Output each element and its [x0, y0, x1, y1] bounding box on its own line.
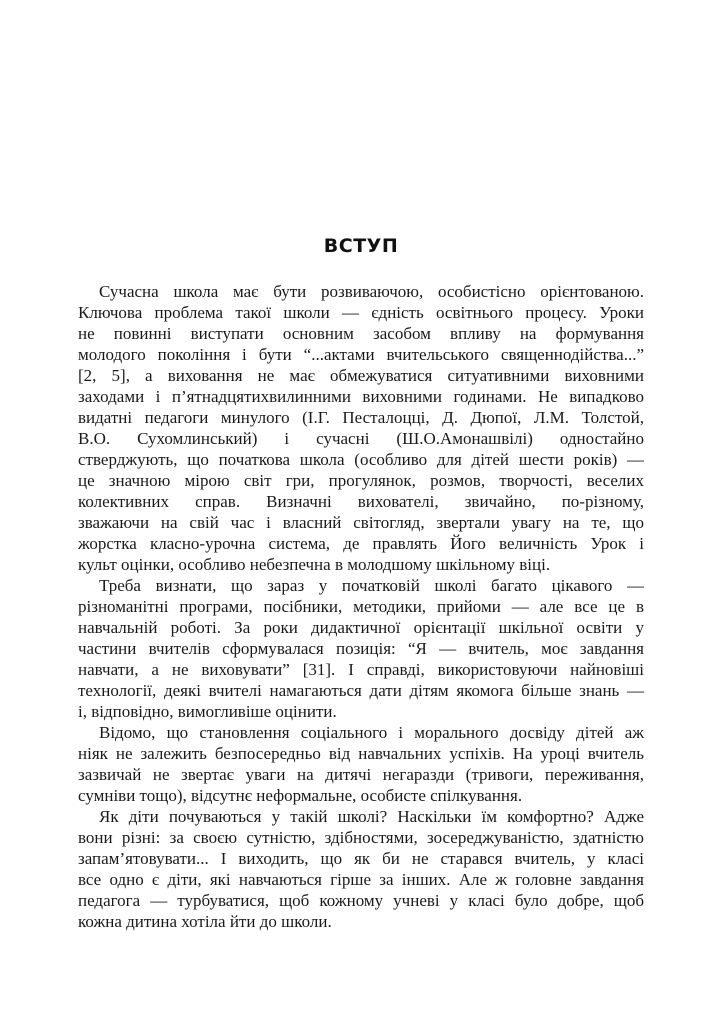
text-line: ніяк не залежить безпосередньо від навчальних успіхів. На уроці вчитель [78, 744, 644, 763]
text-line: Відомо, що становлення соціального і морального досвіду дітей аж [99, 723, 644, 742]
text-line: різноманітні програми, посібники, методики, прийоми — але все це в [78, 597, 644, 616]
text-line: технології, деякі вчителі намагаються дати дітям якомога більше знань — [78, 681, 644, 700]
text-line: Сучасна школа має бути розвиваючою, особистісно орієнтованою. [99, 282, 644, 301]
paragraph [78, 806, 644, 932]
text-line: Треба визнати, що зараз у початковій школі багато цікавого — [99, 576, 644, 595]
section-heading: ВСТУП [323, 235, 399, 257]
text-line: навчати, а не виховувати” [31]. І справді, використовуючи найновіші [78, 660, 644, 679]
text-line: колективних справ. Визначні вихователі, звичайно, по-різному, [78, 492, 644, 511]
text-line: Ключова проблема такої школи — єдність освітнього процесу. Уроки [78, 303, 644, 322]
text-line: навчальній роботі. За роки дидактичної орієнтації шкільної освіти у [78, 618, 644, 637]
text-line: заходами і п’ятнадцятихвилинними виховними годинами. Не випадково [78, 387, 644, 406]
text-line: кожна дитина хотіла йти до школи. [78, 912, 332, 931]
text-line: і, відповідно, вимогливіше оцінити. [78, 702, 337, 721]
text-line: зважаючи на свій час і власний світогляд, звертали увагу на те, що [78, 513, 644, 532]
text-line: В.О. Сухомлинський) і сучасні (Ш.О.Амонашвілі) одностайно [78, 429, 644, 448]
paragraph [78, 281, 644, 575]
text-line: педагога — турбуватися, щоб кожному учневі у класі було добре, щоб [78, 891, 644, 910]
paragraph [78, 722, 644, 806]
body-text [78, 281, 644, 932]
text-line: сумніви тощо), відсутнє неформальне, особисте спілкування. [78, 786, 523, 805]
text-line: жорстка класно-урочна система, де правлять Його величність Урок і [78, 534, 644, 553]
text-line: видатні педагоги минулого (І.Г. Песталоцці, Д. Дюпої, Л.М. Толстой, [78, 408, 644, 427]
text-line: не повинні виступати основним засобом впливу на формування [78, 324, 644, 343]
text-line: [2, 5], а виховання не має обмежуватися ситуативними виховними [78, 366, 644, 385]
text-line: запам’ятовувати... І виходить, що як би не старався вчитель, у класі [78, 849, 644, 868]
text-line: вони різні: за своєю сутністю, здібностями, зосереджуваністю, здатністю [78, 828, 644, 847]
text-line: молодого покоління і бути “...актами вчительського священнодійства...” [78, 345, 644, 364]
text-line: Як діти почуваються у такій школі? Наскільки їм комфортно? Адже [99, 807, 644, 826]
text-line: культ оцінки, особливо небезпечна в молодшому шкільному віці. [78, 555, 551, 574]
text-line: стверджують, що початкова школа (особливо для дітей шести років) — [78, 450, 644, 469]
text-line: це значною мірою світ гри, прогулянок, розмов, творчості, веселих [78, 471, 644, 490]
text-line: зазвичай не звертає уваги на дитячі негаразди (тривоги, переживання, [78, 765, 644, 784]
text-line: все одно є діти, які навчаються гірше за інших. Але ж головне завдання [78, 870, 644, 889]
text-line: частини вчителів сформувалася позиція: “Я — вчитель, моє завдання [78, 639, 644, 658]
paragraph [78, 575, 644, 722]
document-page [78, 231, 644, 932]
